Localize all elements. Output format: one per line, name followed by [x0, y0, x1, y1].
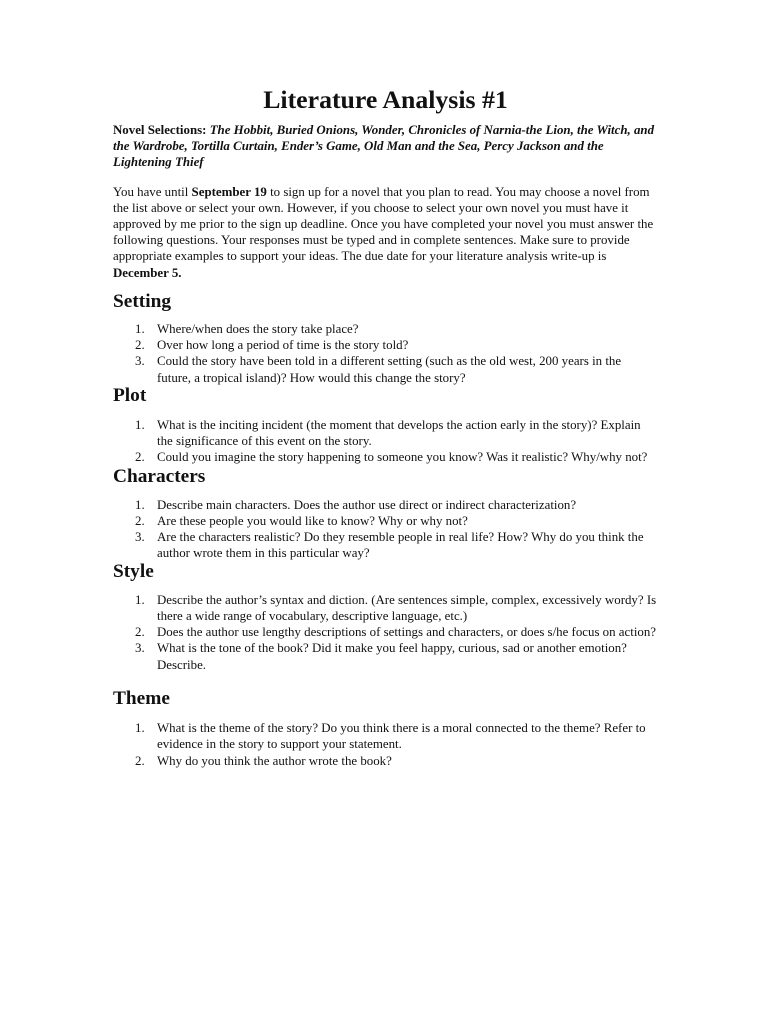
section-theme [113, 687, 658, 769]
section-characters [113, 465, 658, 562]
novel-selections-label: Novel Selections: [113, 123, 207, 137]
question-number: 1. [135, 418, 145, 433]
question-text: Does the author use lengthy descriptions of settings and characters, or does s/he focus on action? [157, 625, 657, 640]
question-item [113, 417, 658, 449]
question-number: 1. [135, 592, 145, 607]
question-list [113, 720, 658, 769]
page-title: Literature Analysis #1 [263, 85, 508, 114]
question-number: 2. [135, 338, 145, 353]
question-item [113, 753, 658, 769]
signup-deadline: September 19 [191, 184, 267, 199]
question-text: Where/when does the story take place? [157, 322, 359, 337]
question-text: What is the tone of the book? Did it make you feel happy, curious, sad or another emotion? Describe. [157, 641, 627, 672]
question-number: 3. [135, 641, 145, 656]
question-list [113, 321, 658, 386]
question-list [113, 497, 658, 562]
question-text: Are the characters realistic? Do they resemble people in real life? How? Why do you think the author wrote them in this particular way? [157, 530, 644, 561]
question-number: 2. [135, 450, 145, 465]
question-text: What is the inciting incident (the moment that develops the action early in the story)? Explain the significance of this event on the story. [157, 418, 641, 449]
section-plot [113, 384, 658, 466]
section-setting [113, 290, 658, 386]
question-text: Could you imagine the story happening to someone you know? Was it realistic? Why/why not? [157, 450, 648, 465]
question-item [113, 497, 658, 513]
question-item [113, 513, 658, 529]
document-page [113, 85, 658, 769]
section-heading: Setting [113, 290, 171, 312]
due-date: December 5. [113, 265, 182, 280]
question-item [113, 640, 658, 672]
section-style [113, 560, 658, 673]
question-item [113, 529, 658, 561]
instructions-paragraph [113, 184, 658, 281]
question-text: Are these people you would like to know? Why or why not? [157, 514, 468, 529]
question-text: Describe main characters. Does the author use direct or indirect characterization? [157, 497, 577, 512]
question-item [113, 337, 658, 353]
section-heading: Characters [113, 465, 206, 487]
question-list [113, 592, 658, 673]
novel-titles: The Hobbit, Buried Onions, Wonder, Chronicles of Narnia-the Lion, the Witch, and the Wardrobe, Tortilla Curtain, Ender’s Game, Old Man and the Sea, Percy Jackson and the Lightening Thief [113, 123, 655, 170]
question-list [113, 417, 658, 466]
question-number: 2. [135, 514, 145, 529]
novel-selections-paragraph [113, 122, 658, 171]
question-number: 3. [135, 530, 145, 545]
question-number: 2. [135, 625, 145, 640]
question-number: 1. [135, 721, 145, 736]
question-item [113, 592, 658, 624]
question-item [113, 353, 658, 385]
question-item [113, 321, 658, 337]
instructions-part-1: You have until [113, 184, 192, 199]
question-item [113, 624, 658, 640]
question-text: Over how long a period of time is the story told? [157, 338, 409, 353]
question-item [113, 449, 658, 465]
question-text: Why do you think the author wrote the book? [157, 753, 392, 768]
section-heading: Plot [113, 384, 147, 406]
section-heading: Style [113, 560, 154, 582]
section-heading: Theme [113, 687, 170, 709]
question-text: Describe the author’s syntax and diction. (Are sentences simple, complex, excessively wordy? Is there a wide range of vocabulary, descriptive language, etc.) [157, 592, 657, 624]
question-text: What is the theme of the story? Do you think there is a moral connected to the theme? Refer to evidence in the story to support your statement. [157, 721, 646, 752]
question-text: Could the story have been told in a different setting (such as the old west, 200 years in the future, a tropical island)? How would this change the story? [157, 354, 622, 385]
question-number: 1. [135, 497, 145, 512]
question-number: 2. [135, 753, 145, 768]
question-number: 3. [135, 354, 145, 369]
question-item [113, 720, 658, 752]
question-number: 1. [135, 322, 145, 337]
instructions-part-2: to sign up for a novel that you plan to read. You may choose a novel from the list above or select your own. However, if you choose to select your own novel you must have it approved by me prior to the sign up deadline. Once you have completed your novel you must answer the following questions. Your responses must be typed and in complete sentences. Make sure to provide appropriate examples to support your ideas. The due date for your literature analysis write-up is [113, 184, 654, 264]
